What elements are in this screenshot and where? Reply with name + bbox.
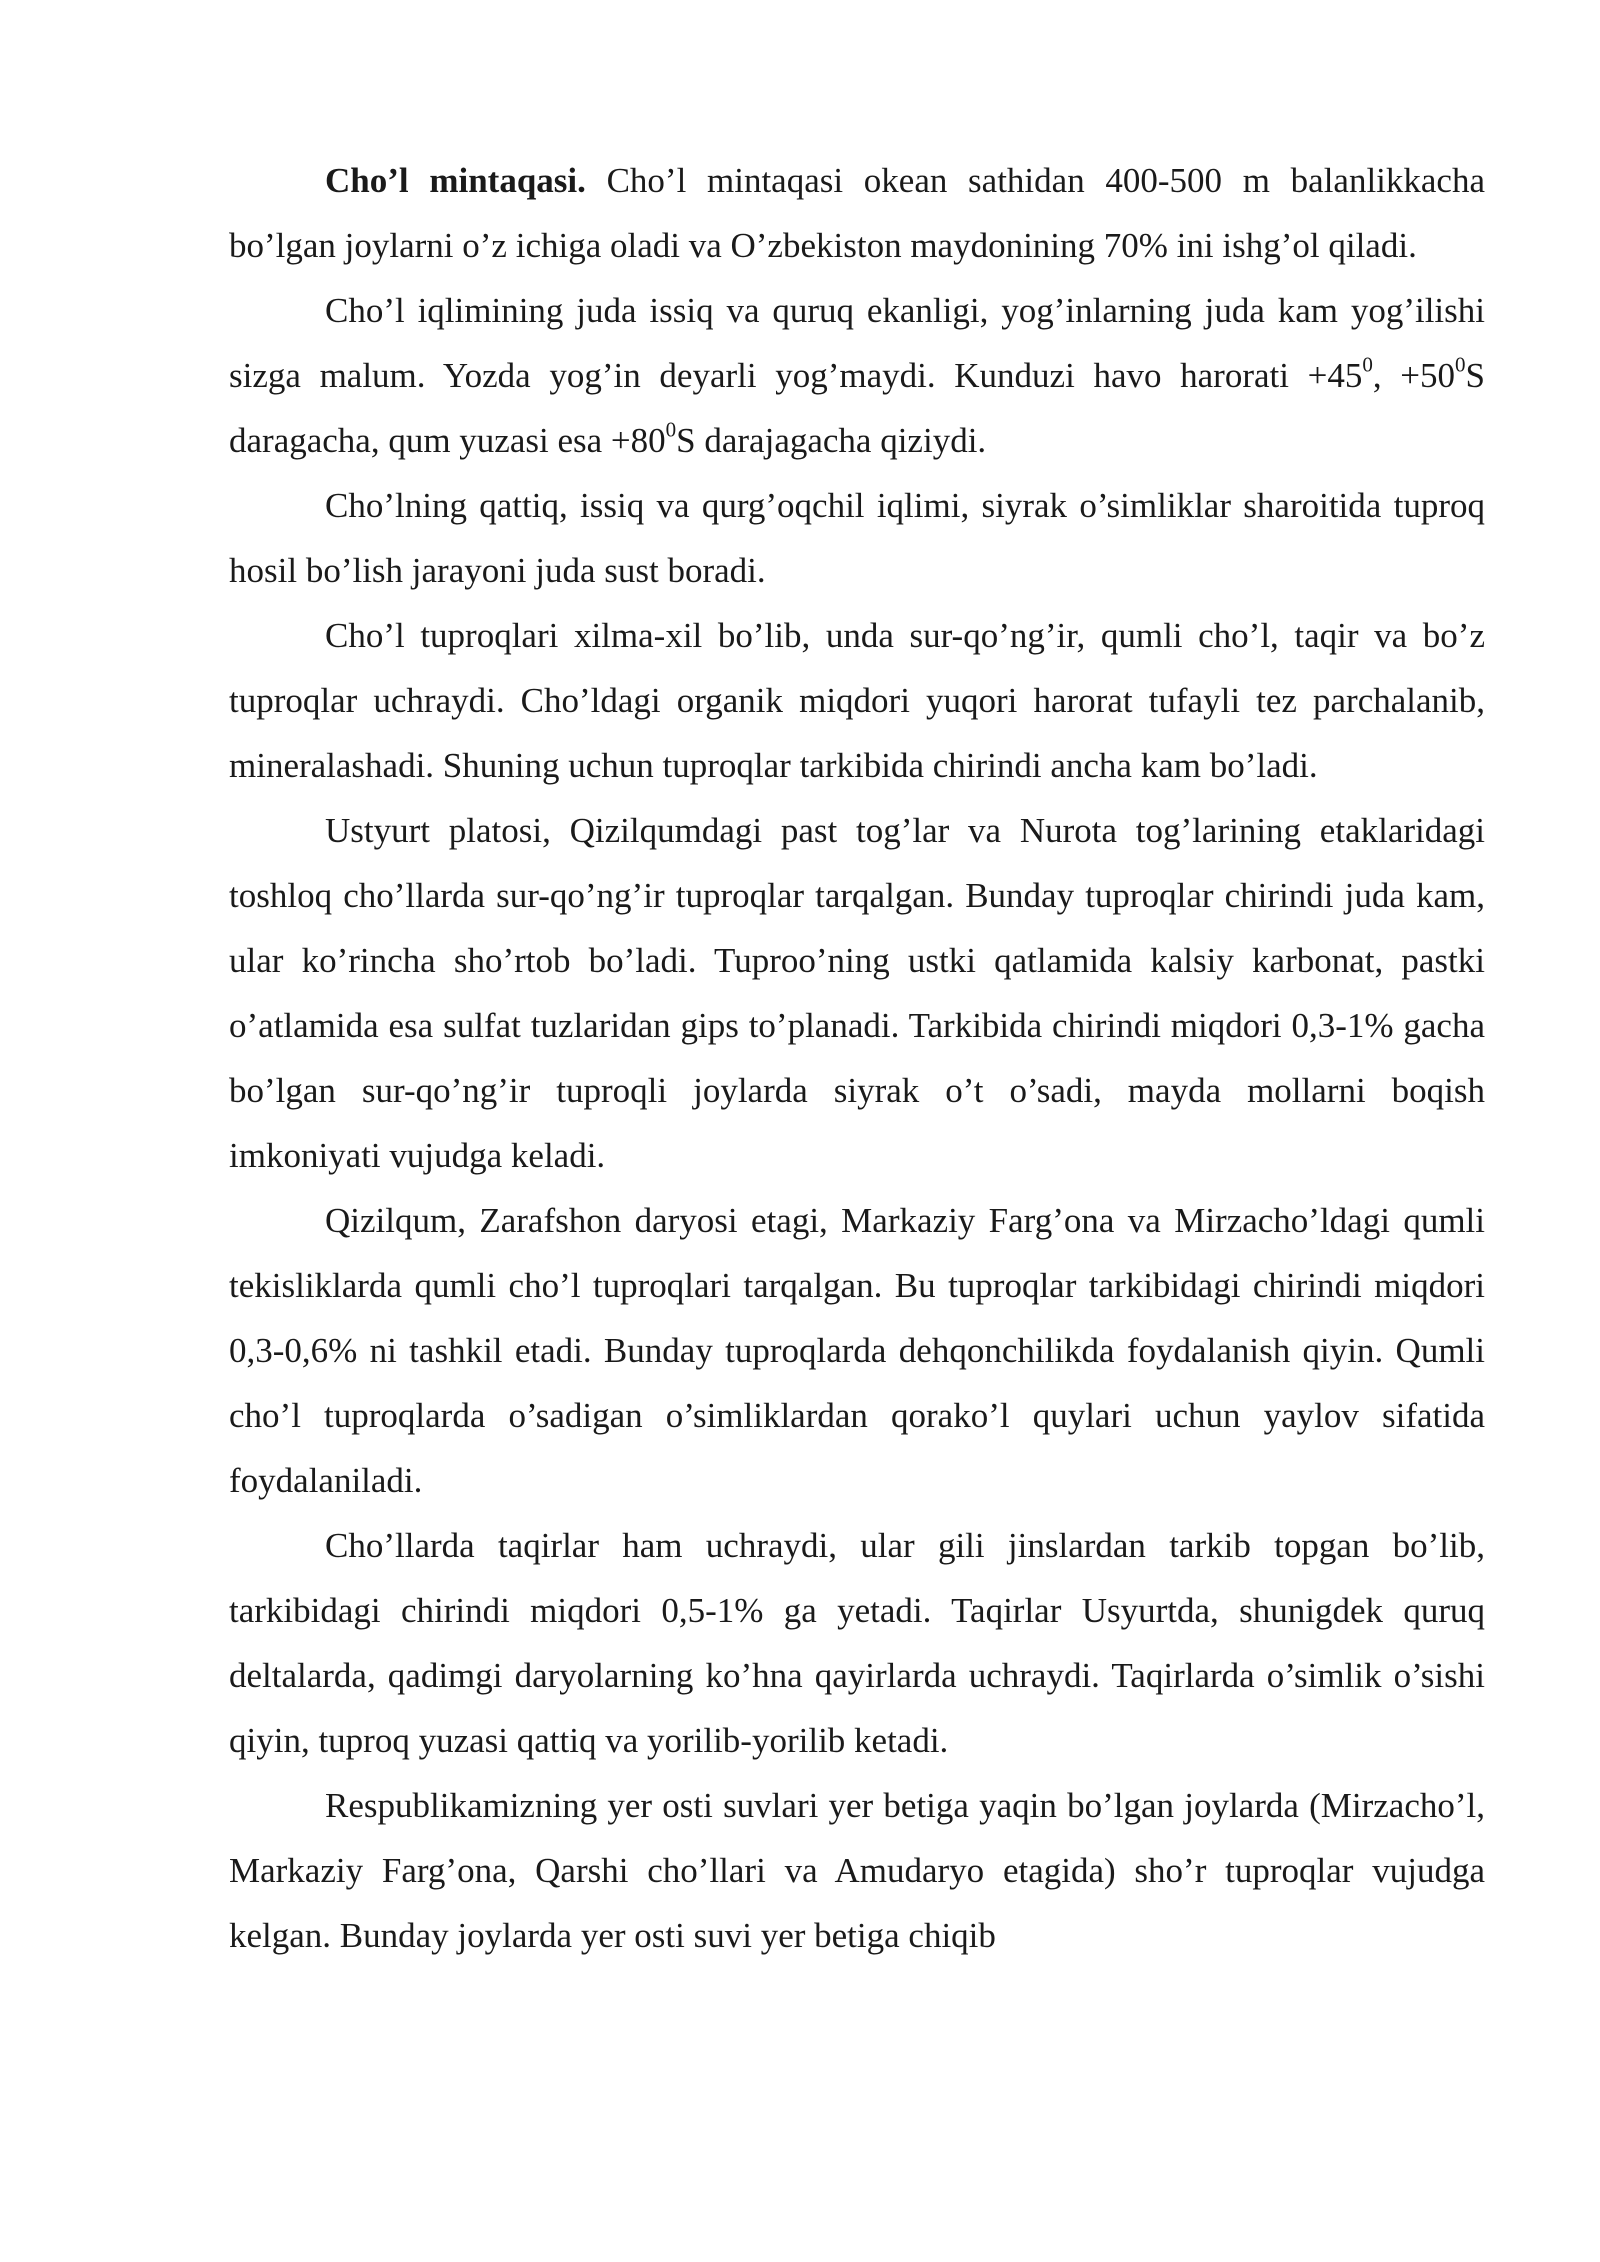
degree-superscript-2: 0 [1455,352,1466,377]
paragraph-3: Cho’lning qattiq, issiq va qurg’oqchil iqlimi, siyrak o’simliklar sharoitida tuproq hosil bo’lish jarayoni juda sust boradi. [229,486,1485,590]
paragraph-7: Cho’llarda taqirlar ham uchraydi, ular gili jinslardan tarkib topgan bo’lib, tarkibidagi chirindi miqdori 0,5-1% ga yetadi. Taqirlar Usyurtda, shunigdek quruq deltalarda, qadimgi daryolarning ko’hna qayirlarda uchraydi. Taqirlarda o’simlik o’sishi qiyin, tuproq yuzasi qattiq va yorilib-yorilib ketadi. [229,1526,1485,1760]
degree-superscript-1: 0 [1362,352,1373,377]
paragraph-2-text-b: , +50 [1372,356,1456,395]
paragraph-8: Respublikamizning yer osti suvlari yer betiga yaqin bo’lgan joylarda (Mirzacho’l, Markaziy Farg’ona, Qarshi cho’llari va Amudaryo etagida) sho’r tuproqlar vujudga kelgan. Bunday joylarda yer osti suvi yer betiga chiqib [229,1786,1485,1955]
paragraph-2 [229,278,1485,473]
paragraph-1-text: Cho’l mintaqasi okean sathidan 400-500 m balanlikkacha bo’lgan joylarni o’z ichiga oladi va O’zbekiston maydonining 70% ini ishg’ol qiladi. [229,161,1486,265]
paragraph-2-text-d: S darajagacha qiziydi. [676,421,987,460]
degree-superscript-3: 0 [665,417,677,442]
paragraph-2-text-a: Cho’l iqlimining juda issiq va quruq ekanligi, yog’inlarning juda kam yog’ilishi sizga malum. Yozda yog’in deyarli yog’maydi. Kunduzi havo harorati +45 [229,291,1485,395]
paragraph-4: Cho’l tuproqlari xilma-xil bo’lib, unda sur-qo’ng’ir, qumli cho’l, taqir va bo’z tuproqlar uchraydi. Cho’ldagi organik miqdori yuqori harorat tufayli tez parchalanib, mineralashadi. Shuning uchun tuproqlar tarkibida chirindi ancha kam bo’ladi. [229,616,1485,785]
document-page [229,148,1485,1968]
paragraph-1 [229,148,1485,278]
section-heading: Cho’l mintaqasi. [325,161,586,200]
paragraph-2-text-c: S daragacha, qum yuzasi esa +80 [229,356,1485,460]
paragraph-5: Ustyurt platosi, Qizilqumdagi past tog’lar va Nurota tog’larining etaklaridagi toshloq cho’llarda sur-qo’ng’ir tuproqlar tarqalgan. Bunday tuproqlar chirindi juda kam, ular ko’rincha sho’rtob bo’ladi. Tuproo’ning ustki qatlamida kalsiy karbonat, pastki o’atlamida esa sulfat tuzlaridan gips to’planadi. Tarkibida chirindi miqdori 0,3-1% gacha bo’lgan sur-qo’ng’ir tuproqli joylarda siyrak o’t o’sadi, mayda mollarni boqish imkoniyati vujudga keladi. [229,811,1485,1175]
paragraph-6: Qizilqum, Zarafshon daryosi etagi, Markaziy Farg’ona va Mirzacho’ldagi qumli tekisliklarda qumli cho’l tuproqlari tarqalgan. Bu tuproqlar tarkibidagi chirindi miqdori 0,3-0,6% ni tashkil etadi. Bunday tuproqlarda dehqonchilikda foydalanish qiyin. Qumli cho’l tuproqlarda o’sadigan o’simliklardan qorako’l quylari uchun yaylov sifatida foydalaniladi. [229,1201,1485,1500]
